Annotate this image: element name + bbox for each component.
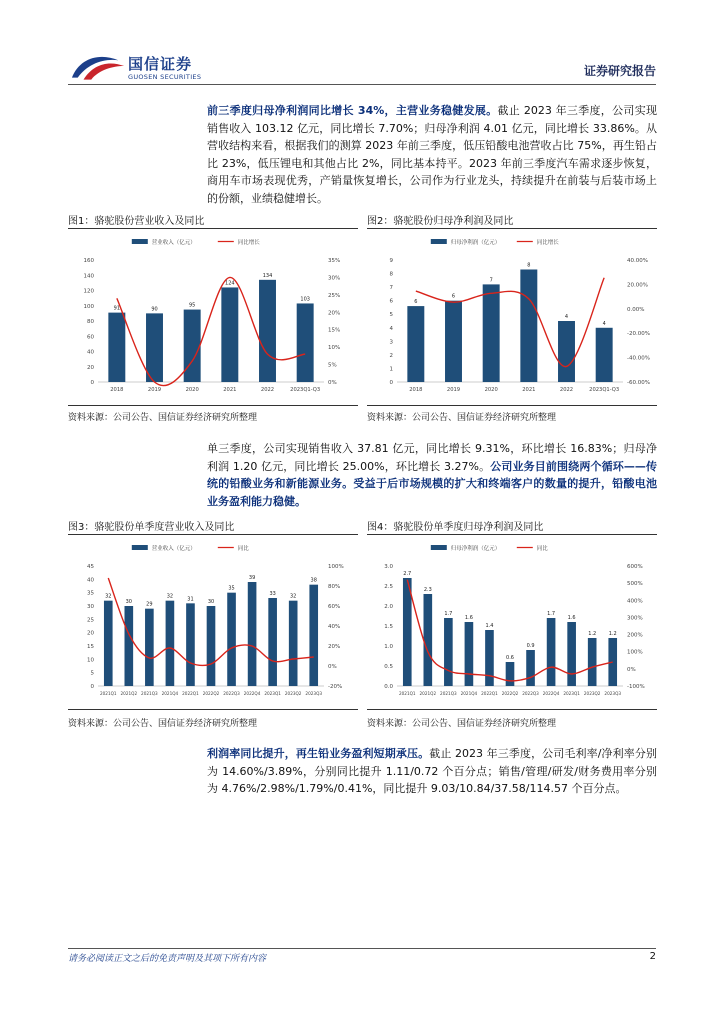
y2-tick-label: -20%: [328, 684, 343, 690]
x-tick-label: 2023Q2: [284, 691, 302, 696]
x-tick-label: 2023Q3: [305, 691, 323, 696]
logo-english-name: GUOSEN SECURITIES: [128, 73, 202, 81]
y2-tick-label: 20%: [328, 310, 341, 317]
data-label-2020: 7: [489, 277, 493, 284]
y-tick-label: 120: [83, 288, 94, 295]
footer-divider: [68, 948, 656, 949]
bar-2022Q1: [186, 603, 195, 686]
x-tick-label: 2023Q3: [604, 691, 622, 696]
y-tick-label: 25: [87, 617, 94, 624]
yoy-growth-line: [416, 278, 604, 367]
data-label-2021: 124: [225, 280, 235, 287]
data-label-2022Q1: 1.4: [485, 623, 494, 629]
x-tick-label: 2022Q2: [501, 691, 519, 696]
paragraph-1-body: 截止 2023 年三季度，公司实现销售收入 103.12 亿元，同比增长 7.70%；归母净利润 4.01 亿元，同比增长 33.86%。从营收结构来看，根据我们的测算 2023 年前三季度，低压铅酸电池营收占比 75%，再生铅占比 23%，低压锂电和其他占比 2%，同比基本持平。2023 年前三季度汽车需求逐步恢复，商用车市场表现优秀，产销量恢复增长，公司作为行业龙头，持续提升在前装与后装市场上的份额，业绩稳健增长。: [207, 104, 657, 205]
legend-bar-label: 营业收入（亿元）: [151, 546, 196, 552]
bar-2018: [407, 306, 424, 382]
data-label-2022Q2: 30: [207, 599, 215, 605]
data-label-2021Q1: 32: [105, 593, 112, 600]
y2-tick-label: 20.00%: [627, 282, 648, 289]
y-tick-label: 20: [87, 364, 94, 371]
legend-bar-label: 归母净利润（亿元）: [450, 240, 501, 246]
paragraph-3-body: 截止 2023 年三季度，公司毛利率/净利率分别为 14.60%/3.89%，分别同比提升 1.11/0.72 个百分点；销售/管理/研发/财务费用率分别为 4.76%/2.98%/1.79%/0.41%，同比提升 9.03/10.84/37.58/114.57 个百分点。: [207, 747, 657, 795]
data-label-2022: 134: [262, 272, 273, 279]
bar-2021: [221, 287, 238, 382]
legend-line-label: 同比: [237, 546, 249, 552]
x-tick-label: 2021Q2: [120, 691, 138, 696]
x-tick-label: 2019: [446, 387, 461, 393]
data-label-2023Q1-Q3: 103: [300, 296, 310, 303]
data-label-2023Q1-Q3: 4: [602, 320, 606, 327]
data-label-2023Q1: 1.6: [567, 615, 576, 621]
y-tick-label: 0.0: [384, 684, 393, 690]
bar-2021Q1: [104, 601, 113, 686]
y2-tick-label: 30%: [328, 275, 341, 282]
y2-tick-label: 20%: [328, 644, 341, 650]
y-tick-label: 100: [83, 303, 94, 310]
data-label-2022: 4: [564, 314, 569, 320]
data-label-2021Q4: 1.6: [464, 615, 473, 621]
y-tick-label: 1.5: [384, 624, 393, 630]
x-tick-label: 2021: [223, 387, 237, 393]
y2-tick-label: 25%: [328, 292, 341, 299]
paragraph-2-bold: 公司业务目前围绕两个循环——传统的铅酸业务和新能源业务。受益于后市场规模的扩大和终端客户的数量的提升，铅酸电池业务盈利能力稳健。: [207, 459, 658, 508]
y2-tick-label: -60.00%: [627, 380, 650, 386]
data-label-2022Q1: 31: [187, 596, 194, 603]
data-label-2022Q4: 39: [248, 575, 256, 581]
y2-tick-label: -40.00%: [627, 355, 650, 362]
data-label-2021Q2: 30: [125, 599, 133, 605]
x-tick-label: 2018: [110, 387, 124, 393]
y2-tick-label: 40.00%: [627, 258, 648, 264]
data-label-2023Q3: 38: [310, 577, 317, 584]
bar-2022Q1: [485, 630, 494, 686]
bar-2021Q3: [145, 609, 154, 686]
x-tick-label: 2022Q2: [202, 691, 220, 696]
y-tick-label: 5: [90, 670, 94, 677]
page-number: 2: [649, 951, 656, 962]
x-tick-label: 2021Q3: [141, 691, 158, 696]
x-tick-label: 2022: [260, 387, 275, 393]
bar-2021Q4: [465, 622, 474, 686]
y2-tick-label: 10%: [328, 345, 341, 352]
figure-4-title-rule: [367, 534, 657, 535]
y-tick-label: 35: [87, 590, 94, 597]
bar-2023Q1: [567, 622, 576, 686]
y-tick-label: 4: [389, 325, 393, 332]
legend-line-label: 同比增长: [237, 240, 260, 246]
y-tick-label: 2: [389, 352, 393, 359]
figure-1-title: 图1：骆驼股份营业收入及同比: [68, 216, 205, 227]
figure-2-title-rule: [367, 228, 657, 229]
bar-2022Q4: [248, 582, 257, 686]
y2-tick-label: 40%: [328, 624, 341, 630]
y-tick-label: 80: [87, 319, 94, 325]
logo-chinese-name: 国信证券: [128, 55, 193, 73]
data-label-2019: 90: [151, 306, 158, 313]
legend-line-label: 同比: [536, 546, 548, 552]
y2-tick-label: 15%: [328, 327, 341, 334]
y2-tick-label: 200%: [627, 632, 643, 639]
figure-4-source: 资料来源：公司公告、国信证券经济研究所整理: [367, 719, 557, 729]
bar-2019: [146, 313, 163, 382]
y2-tick-label: 500%: [627, 581, 643, 588]
y-tick-label: 15: [87, 644, 94, 650]
x-tick-label: 2020: [185, 387, 199, 393]
y-tick-label: 2.0: [384, 604, 393, 610]
y2-tick-label: -100%: [627, 684, 645, 690]
data-label-2023Q2: 32: [289, 593, 297, 600]
figure-2-source: 资料来源：公司公告、国信证券经济研究所整理: [367, 413, 557, 423]
data-label-2019: 6: [451, 293, 456, 300]
bar-2020: [184, 310, 201, 382]
footer-disclaimer: 请务必阅读正文之后的免责声明及其项下所有内容: [68, 954, 267, 964]
y2-tick-label: 35%: [328, 258, 341, 264]
data-label-2020: 95: [188, 302, 196, 309]
y-tick-label: 1: [389, 366, 393, 373]
net-profit-quarterly-chart: [367, 536, 657, 706]
legend-bar-swatch: [132, 545, 148, 550]
y2-tick-label: 5%: [328, 362, 337, 369]
data-label-2022Q3: 35: [228, 585, 235, 592]
bar-2023Q2: [289, 601, 298, 686]
y-tick-label: 0: [90, 380, 94, 386]
bar-2021Q2: [424, 594, 433, 686]
bar-2023Q2: [588, 638, 597, 686]
revenue-quarterly-chart: [68, 536, 358, 706]
bar-2021Q3: [444, 618, 453, 686]
data-label-2023Q3: 1.2: [608, 631, 617, 637]
bar-2023Q3: [608, 638, 617, 686]
legend-bar-label: 归母净利润（亿元）: [450, 546, 501, 552]
figure-2-bottom-rule: [367, 405, 657, 406]
y2-tick-label: 0%: [328, 380, 337, 386]
legend-bar-label: 营业收入（亿元）: [151, 240, 196, 246]
y-tick-label: 9: [389, 258, 393, 264]
x-tick-label: 2021Q3: [440, 691, 457, 696]
bar-2022: [259, 280, 276, 382]
y-tick-label: 60: [87, 334, 94, 341]
y-tick-label: 160: [83, 258, 94, 264]
data-label-2023Q2: 1.2: [588, 631, 597, 637]
x-tick-label: 2021: [522, 387, 536, 393]
y-tick-label: 0: [90, 684, 94, 690]
x-tick-label: 2022Q3: [522, 691, 539, 696]
legend-bar-swatch: [132, 239, 148, 244]
bar-2022Q2: [506, 662, 515, 686]
paragraph-3-lead: 利润率同比提升，再生铅业务盈利短期承压。: [207, 747, 430, 760]
bar-2021: [520, 269, 537, 382]
bar-2022Q3: [526, 650, 535, 686]
bar-2023Q3: [309, 585, 318, 686]
data-label-2021Q4: 32: [166, 593, 174, 600]
x-tick-label: 2022: [559, 387, 574, 393]
y2-tick-label: 600%: [627, 564, 643, 570]
bar-2022: [558, 321, 575, 382]
figure-4-bottom-rule: [367, 709, 657, 710]
x-tick-label: 2021Q4: [460, 691, 478, 696]
data-label-2021: 8: [527, 262, 531, 269]
y-tick-label: 10: [87, 657, 94, 664]
data-label-2018: 6: [414, 299, 418, 306]
paragraph-1-lead: 前三季度归母净利润同比增长 34%，主营业务稳健发展。: [207, 104, 498, 117]
x-tick-label: 2022Q3: [223, 691, 240, 696]
y2-tick-label: 400%: [627, 598, 643, 605]
y-tick-label: 0.5: [384, 664, 393, 670]
net-profit-annual-chart: [367, 230, 657, 402]
legend-bar-swatch: [431, 545, 447, 550]
y-tick-label: 20: [87, 630, 94, 637]
y2-tick-label: 100%: [627, 649, 643, 656]
bar-2023Q1-Q3: [297, 303, 314, 382]
y2-tick-label: 60%: [328, 604, 341, 610]
bar-2018: [108, 313, 125, 382]
y-tick-label: 30: [87, 604, 94, 610]
y2-tick-label: -20.00%: [627, 331, 650, 338]
y2-tick-label: 300%: [627, 615, 643, 622]
y2-tick-label: 80%: [328, 584, 341, 590]
x-tick-label: 2020: [484, 387, 498, 393]
guosen-logo-icon: [70, 50, 128, 84]
x-tick-label: 2023Q1-Q3: [290, 387, 321, 393]
revenue-annual-chart: [68, 230, 358, 402]
y2-tick-label: 0%: [627, 666, 636, 673]
figure-3-title: 图3：骆驼股份单季度营业收入及同比: [68, 522, 235, 533]
x-tick-label: 2018: [409, 387, 423, 393]
bar-2021Q1: [403, 578, 412, 686]
y-tick-label: 7: [389, 285, 393, 292]
report-type-label: 证券研究报告: [583, 64, 656, 78]
data-label-2021Q3: 1.7: [444, 611, 453, 617]
paragraph-3: [207, 745, 657, 798]
y-tick-label: 3.0: [384, 564, 393, 570]
x-tick-label: 2021Q2: [419, 691, 437, 696]
y-tick-label: 6: [389, 298, 393, 305]
bar-2019: [445, 301, 462, 382]
data-label-2021Q3: 29: [146, 601, 153, 608]
paragraph-1: [207, 102, 657, 207]
figure-2-title: 图2：骆驼股份归母净利润及同比: [367, 216, 514, 227]
data-label-2021Q1: 2.7: [403, 571, 412, 577]
bar-2022Q4: [547, 618, 556, 686]
bar-2022Q2: [207, 606, 216, 686]
x-tick-label: 2021Q1: [99, 691, 117, 696]
figure-4-title: 图4：骆驼股份单季度归母净利润及同比: [367, 522, 544, 533]
x-tick-label: 2023Q2: [583, 691, 601, 696]
bar-2022Q3: [227, 593, 236, 686]
y-tick-label: 0: [389, 380, 393, 386]
x-tick-label: 2022Q1: [182, 691, 199, 696]
y2-tick-label: 100%: [328, 564, 344, 570]
y-tick-label: 3: [389, 339, 393, 346]
figure-3-title-rule: [68, 534, 358, 535]
figure-1-title-rule: [68, 228, 358, 229]
data-label-2023Q1: 33: [269, 591, 276, 597]
y-tick-label: 40: [87, 577, 94, 584]
header-divider: [68, 84, 656, 85]
figure-1-source: 资料来源：公司公告、国信证券经济研究所整理: [68, 413, 258, 423]
x-tick-label: 2021Q4: [161, 691, 179, 696]
bar-2023Q1: [268, 598, 277, 686]
figure-3-bottom-rule: [68, 709, 358, 710]
figure-3-source: 资料来源：公司公告、国信证券经济研究所整理: [68, 719, 258, 729]
data-label-2018: 91: [113, 305, 121, 312]
bar-2021Q4: [166, 601, 175, 686]
bar-2020: [483, 284, 500, 382]
paragraph-2-body: 单三季度，公司实现销售收入 37.81 亿元，同比增长 9.31%，环比增长 16.83%；归母净利润 1.20 亿元，同比增长 25.00%，环比增长 3.27%。: [207, 442, 657, 473]
y-tick-label: 45: [87, 564, 94, 570]
data-label-2022Q3: 0.9: [526, 643, 535, 649]
x-tick-label: 2022Q1: [481, 691, 498, 696]
y2-tick-label: 0.00%: [627, 306, 645, 313]
y-tick-label: 8: [389, 271, 393, 278]
y-tick-label: 40: [87, 349, 94, 356]
x-tick-label: 2023Q1: [563, 691, 580, 696]
data-label-2022Q2: 0.6: [506, 655, 514, 661]
x-tick-label: 2023Q1-Q3: [589, 387, 620, 393]
legend-bar-swatch: [431, 239, 447, 244]
x-tick-label: 2022Q4: [243, 691, 261, 696]
legend-line-label: 同比增长: [536, 240, 559, 246]
y-tick-label: 5: [389, 312, 393, 319]
x-tick-label: 2022Q4: [542, 691, 560, 696]
y-tick-label: 2.5: [384, 584, 393, 590]
yoy-growth-line: [117, 277, 305, 385]
figure-1-bottom-rule: [68, 405, 358, 406]
x-tick-label: 2019: [147, 387, 162, 393]
bar-2023Q1-Q3: [596, 328, 613, 382]
y2-tick-label: 0%: [328, 664, 337, 670]
paragraph-2: [207, 440, 657, 510]
x-tick-label: 2021Q1: [398, 691, 416, 696]
data-label-2022Q4: 1.7: [547, 611, 556, 617]
bar-2021Q2: [125, 606, 134, 686]
x-tick-label: 2023Q1: [264, 691, 281, 696]
y-tick-label: 1.0: [384, 644, 393, 650]
data-label-2021Q2: 2.3: [423, 587, 432, 593]
y-tick-label: 140: [83, 273, 94, 280]
